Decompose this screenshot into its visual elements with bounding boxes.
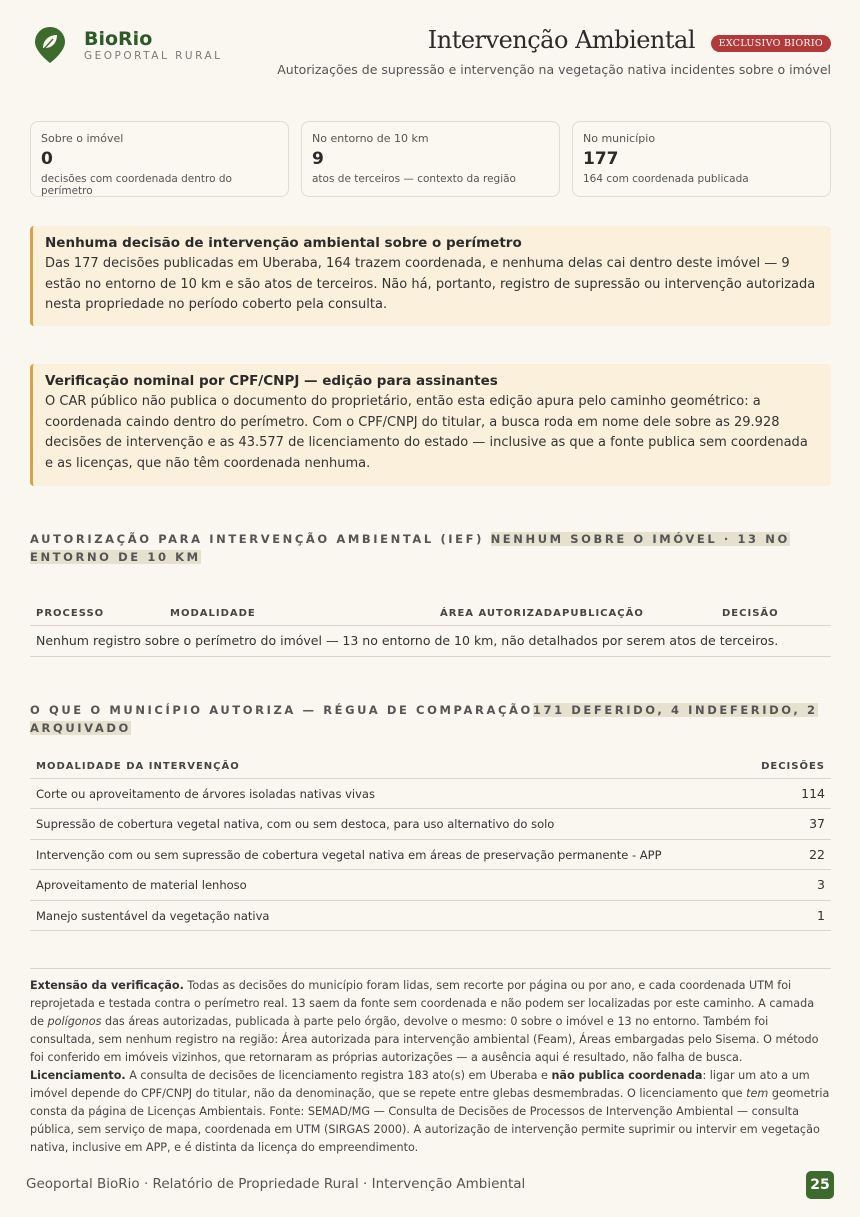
- col-modalidade: MODALIDADE DA INTERVENÇÃO: [36, 761, 240, 772]
- section-highlight: NENHUM SOBRE O IMÓVEL · 13 NO ENTORNO DE 10 KM: [30, 532, 790, 564]
- summary-stats: [30, 121, 831, 197]
- note-emphasis: tem: [746, 1087, 769, 1100]
- note-emphasis: polígonos: [47, 1015, 102, 1028]
- leaf-map-pin-icon: [34, 26, 66, 64]
- stat-value: 0: [41, 149, 53, 169]
- col-publicacao: PUBLICAÇÃO: [562, 608, 644, 619]
- brand-name: BioRio: [84, 28, 153, 50]
- row-decisoes: 1: [817, 907, 825, 923]
- col-decisoes: DECISÕES: [761, 761, 825, 772]
- stat-card-surroundings: [301, 121, 560, 197]
- row-modalidade: Intervenção com ou sem supressão de cobertura vegetal nativa em áreas de preservação permanente - APP: [36, 847, 662, 862]
- note-text: das áreas autorizadas, publicada à parte pelo órgão, devolve o mesmo: 0 sobre o imóvel e 13 no entorno. Também foi consultada, sem nenhum registro na região: Área autorizada para intervenção ambiental (Feam), Áreas embargadas pelo Sisema. O método foi conferido em imóveis vizinhos, que retornaram as próprias autorizações — a ausência aqui é resultado, não falha de busca.: [30, 1015, 819, 1064]
- note-text: A consulta de decisões de licenciamento registra 183 ato(s) em Uberaba e: [125, 1069, 552, 1082]
- stat-description: 164 com coordenada publicada: [583, 173, 749, 185]
- row-decisoes: 114: [801, 786, 825, 801]
- stat-label: No entorno de 10 km: [312, 132, 429, 145]
- row-modalidade: Manejo sustentável da vegetação nativa: [36, 908, 270, 923]
- exclusive-badge: EXCLUSIVO BIORIO: [711, 35, 831, 52]
- note-strong: não publica coordenada: [551, 1069, 703, 1082]
- callout-body: Das 177 decisões publicadas em Uberaba, 164 trazem coordenada, e nenhuma delas cai dentro deste imóvel — 9 estão no entorno de 10 km e são atos de terceiros. Não há, portanto, registro de supressão ou intervenção autorizada nesta propriedade no período coberto pela consulta.: [45, 256, 816, 312]
- footer-text: Geoportal BioRio · Relatório de Propriedade Rural · Intervenção Ambiental: [26, 1176, 526, 1192]
- section-title-municipality: [30, 701, 831, 737]
- verification-note: [30, 968, 831, 1157]
- col-area: ÁREA AUTORIZADA: [440, 608, 562, 619]
- note-lead: Licenciamento.: [30, 1069, 126, 1082]
- stat-description: atos de terceiros — contexto da região: [312, 173, 516, 185]
- stat-label: Sobre o imóvel: [41, 132, 124, 145]
- stat-description: decisões com coordenada dentro do perímetro: [41, 173, 232, 197]
- page-subtitle: Autorizações de supressão e intervenção na vegetação nativa incidentes sobre o imóvel: [277, 62, 831, 77]
- page-header: [30, 22, 831, 82]
- note-text: Todas as decisões do município foram lidas, sem recorte por página ou por ano, e cada coordenada UTM foi reprojetada e testada contra o perímetro real. 13 saem da fonte sem coordenada e não podem ser localizadas por este caminho. A camada de: [30, 979, 815, 1028]
- municipality-table: [30, 757, 831, 931]
- section-title-ief: [30, 530, 831, 566]
- ief-table: [30, 604, 831, 657]
- row-decisoes: 22: [809, 846, 825, 862]
- row-modalidade: Corte ou aproveitamento de árvores isoladas nativas vivas: [36, 787, 375, 801]
- col-decisao: DECISÃO: [722, 608, 779, 619]
- stat-value: 177: [583, 149, 619, 169]
- table-header: [30, 604, 831, 626]
- col-modalidade: MODALIDADE: [170, 608, 256, 619]
- page-title: Intervenção Ambiental: [427, 26, 695, 54]
- col-processo: PROCESSO: [36, 608, 105, 619]
- row-decisoes: 3: [817, 877, 825, 893]
- brand-subtitle: GEOPORTAL RURAL: [84, 50, 223, 62]
- section-title-text: AUTORIZAÇÃO PARA INTERVENÇÃO AMBIENTAL (IEF): [30, 532, 484, 546]
- note-lead: Extensão da verificação.: [30, 979, 184, 992]
- table-row: [30, 809, 831, 839]
- callout-title: Nenhuma decisão de intervenção ambiental sobre o perímetro: [45, 235, 522, 251]
- stat-card-property: [30, 121, 289, 197]
- row-modalidade: Supressão de cobertura vegetal nativa, com ou sem destoca, para uso alternativo do solo: [36, 817, 555, 832]
- callout-title: Verificação nominal por CPF/CNPJ — edição para assinantes: [45, 373, 498, 389]
- table-row: [30, 840, 831, 870]
- no-decision-callout: [30, 226, 831, 326]
- page-number: 25: [806, 1171, 834, 1199]
- note-text: geometria consta da página de Licenças Ambientais. Fonte: SEMAD/MG — Consulta de Decisões de Processos de Intervenção Ambiental — consulta pública, sem serviço de mapa, coordenada em UTM (SIRGAS 2000). A autorização de intervenção permite suprimir ou intervir em vegetação nativa, inclusive em APP, e é distinta da licença do empreendimento.: [30, 1087, 830, 1154]
- subscriber-callout: [30, 364, 831, 486]
- table-row: [30, 901, 831, 931]
- note-text: : ligar um ato a um imóvel depende do CPF/CNPJ do titular, não da denominação, que se repete entre glebas desmembradas. O licenciamento que: [30, 1069, 810, 1100]
- table-row: [30, 779, 831, 809]
- row-modalidade: Aproveitamento de material lenhoso: [36, 878, 247, 893]
- section-title-text: O QUE O MUNICÍPIO AUTORIZA — RÉGUA DE COMPARAÇÃO: [30, 703, 533, 717]
- table-header: [30, 757, 831, 779]
- callout-body: O CAR público não publica o documento do proprietário, então esta edição apura pelo caminho geométrico: a coordenada caindo dentro do perímetro. Com o CPF/CNPJ do titular, a busca roda em nome dele sobre as 29.928 decisões de intervenção e as 43.577 de licenciamento do estado — inclusive as que a fonte publica sem coordenada e as licenças, que não têm coordenada nenhuma.: [45, 394, 808, 471]
- table-row: [30, 870, 831, 900]
- stat-card-municipality: [572, 121, 831, 197]
- table-empty-row: Nenhum registro sobre o perímetro do imóvel — 13 no entorno de 10 km, não detalhados por serem atos de terceiros.: [30, 626, 831, 657]
- row-decisoes: 37: [809, 816, 825, 832]
- section-highlight: 171 DEFERIDO, 4 INDEFERIDO, 2 ARQUIVADO: [30, 703, 818, 735]
- stat-value: 9: [312, 149, 324, 169]
- stat-label: No município: [583, 132, 656, 145]
